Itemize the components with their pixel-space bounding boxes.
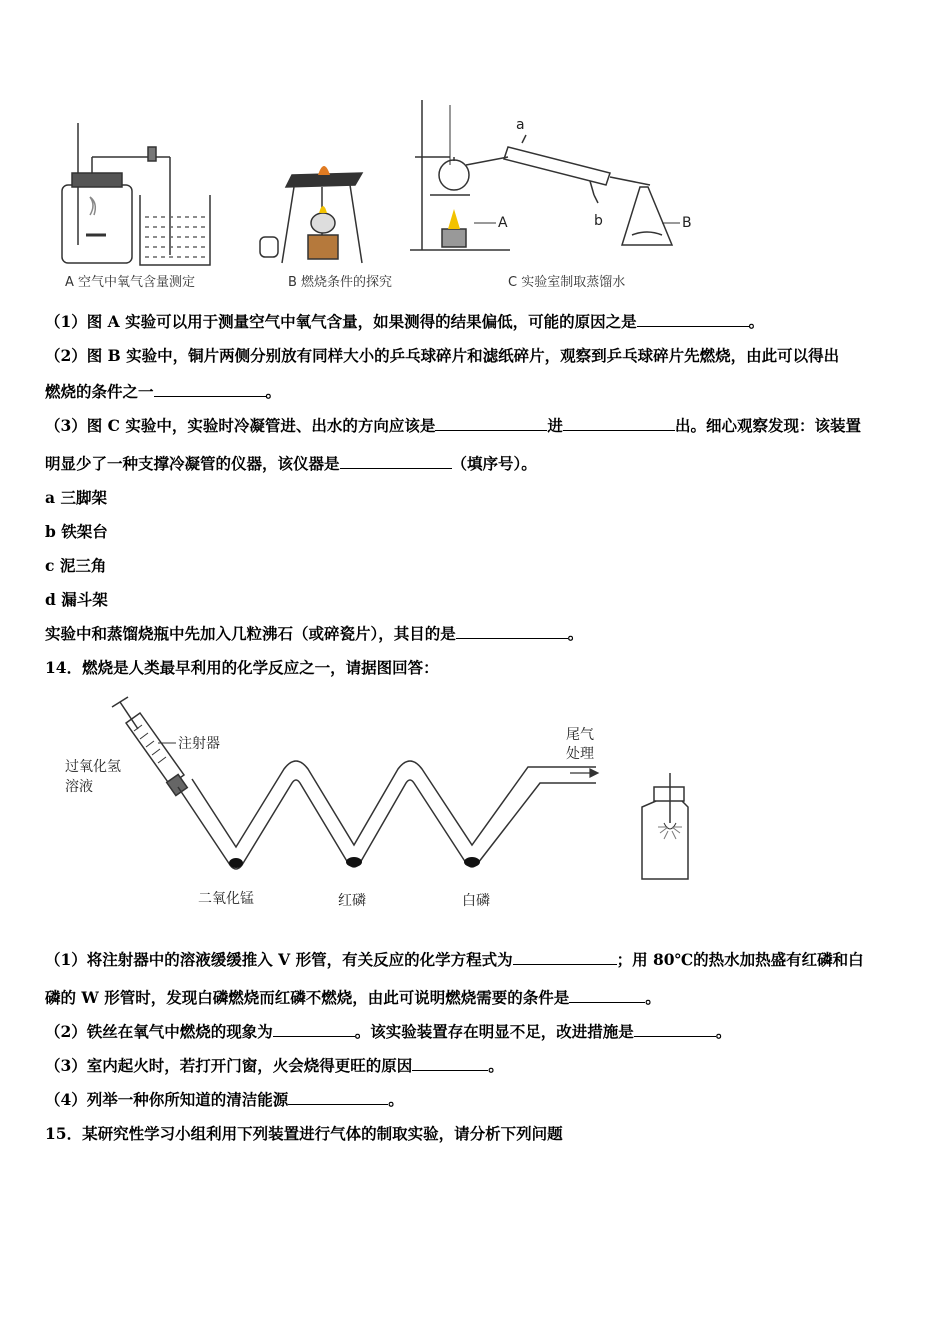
- q13-part3-line2: [45, 454, 537, 474]
- tail-gas-label-1: 尾气: [566, 727, 594, 743]
- q13-part3-text-b: 进: [547, 416, 563, 435]
- label-B: B: [682, 215, 692, 231]
- tail-gas-label-2: 处理: [566, 746, 594, 762]
- q13-part2-line1: （2）图 B 实验中，铜片两侧分别放有同样大小的乒乓球碎片和滤纸碎片，观察到乒乓球碎片先燃烧，由此可以得出: [45, 346, 840, 365]
- apparatus-b: [260, 166, 362, 263]
- blank[interactable]: [412, 1056, 488, 1071]
- blank[interactable]: [288, 1090, 388, 1105]
- gas-bottle-icon: [642, 773, 688, 879]
- q14-part1-line2-text: 磷的 W 形管时，发现白磷燃烧而红磷不燃烧，由此可说明燃烧需要的条件是: [45, 988, 570, 1007]
- syringe-label: 注射器: [178, 736, 220, 752]
- q13-part2-end: 。: [265, 382, 282, 401]
- blank[interactable]: [273, 1022, 355, 1037]
- option-b: b 铁架台: [45, 522, 108, 541]
- caption-b: B 燃烧条件的探究: [288, 275, 393, 290]
- q14-part4: [45, 1090, 404, 1110]
- apparatus-c: [410, 100, 672, 250]
- blank[interactable]: [435, 416, 547, 431]
- blank[interactable]: [569, 988, 645, 1003]
- q13-part2-line2: [45, 382, 281, 402]
- red-p-label: 红磷: [338, 893, 366, 909]
- q14-part1-line1: [45, 950, 864, 970]
- mno2-sample: [229, 858, 243, 868]
- blank[interactable]: [513, 950, 617, 965]
- q13-part3-text-c: 出。细心观察发现：该装置: [674, 416, 861, 435]
- q13-part1-end: 。: [748, 312, 765, 331]
- q13-part1-text: （1）图 A 实验可以用于测量空气中氧气含量，如果测得的结果偏低，可能的原因之是: [45, 312, 637, 331]
- blank[interactable]: [563, 416, 675, 431]
- q14-part3-text: （3）室内起火时，若打开门窗，火会烧得更旺的原因: [45, 1056, 413, 1075]
- arrow-right-icon: [570, 769, 598, 777]
- q13-part3-line1: [45, 416, 861, 436]
- option-c: c 泥三角: [45, 556, 107, 575]
- blank[interactable]: [634, 1022, 716, 1037]
- blank[interactable]: [340, 454, 452, 469]
- q14-part1-line2-end: 。: [645, 988, 661, 1007]
- q13-part3-line2-text: 明显少了一种支撑冷凝管的仪器，该仪器是: [45, 454, 340, 473]
- q14-part2-end: 。: [715, 1022, 732, 1041]
- syringe-icon: [112, 697, 187, 796]
- q13-part4-end: 。: [567, 624, 584, 643]
- blank[interactable]: [456, 624, 568, 639]
- q13-part4: [45, 624, 583, 644]
- q14-part4-text: （4）列举一种你所知道的清洁能源: [45, 1090, 289, 1109]
- blank[interactable]: [637, 312, 749, 327]
- label-A: A: [498, 215, 508, 231]
- q14-part2-text-a: （2）铁丝在氧气中燃烧的现象为: [45, 1022, 273, 1041]
- q14-part4-end: 。: [388, 1090, 404, 1109]
- h2o2-label-1: 过氧化氢: [65, 759, 121, 775]
- q14-part3-end: 。: [488, 1056, 504, 1075]
- white-p-label: 白磷: [462, 893, 490, 909]
- w-tube: [178, 761, 596, 869]
- q13-part1: [45, 312, 764, 332]
- mno2-label: 二氧化锰: [198, 891, 254, 907]
- blank[interactable]: [154, 382, 266, 397]
- q14-part2-text-b: 。该实验装置存在明显不足，改进措施是: [354, 1022, 634, 1041]
- apparatus-a: [62, 123, 210, 265]
- label-a: a: [516, 117, 525, 133]
- q14-part1-text-b: ；用 80℃的热水加热盛有红磷和白: [616, 950, 864, 969]
- q14-part1-line2: [45, 988, 661, 1008]
- red-phosphorus-sample: [346, 857, 362, 867]
- q14-part2: [45, 1022, 731, 1042]
- option-d: d 漏斗架: [45, 590, 108, 609]
- h2o2-label-2: 溶液: [65, 779, 93, 795]
- caption-a: A 空气中氧气含量测定: [65, 275, 196, 290]
- q13-part3-line2-end: （填序号）。: [451, 454, 537, 473]
- q14-title: 14．燃烧是人类最早利用的化学反应之一，请据图回答：: [45, 658, 439, 677]
- white-phosphorus-sample: [464, 857, 480, 867]
- q14-part1-text-a: （1）将注射器中的溶液缓缓推入 V 形管，有关反应的化学方程式为: [45, 950, 513, 969]
- figure-apparatus-abc: [50, 95, 770, 295]
- figure-w-tube: [60, 695, 720, 925]
- q13-part4-text: 实验中和蒸馏烧瓶中先加入几粒沸石（或碎瓷片），其目的是: [45, 624, 456, 643]
- q14-part3: [45, 1056, 504, 1076]
- q13-part3-text-a: （3）图 C 实验中，实验时冷凝管进、出水的方向应该是: [45, 416, 436, 435]
- caption-c: C 实验室制取蒸馏水: [508, 275, 626, 290]
- q15-title: 15．某研究性学习小组利用下列装置进行气体的制取实验，请分析下列问题: [45, 1124, 563, 1143]
- option-a: a 三脚架: [45, 488, 107, 507]
- label-b: b: [594, 213, 603, 229]
- q13-part2-text: 燃烧的条件之一: [45, 382, 154, 401]
